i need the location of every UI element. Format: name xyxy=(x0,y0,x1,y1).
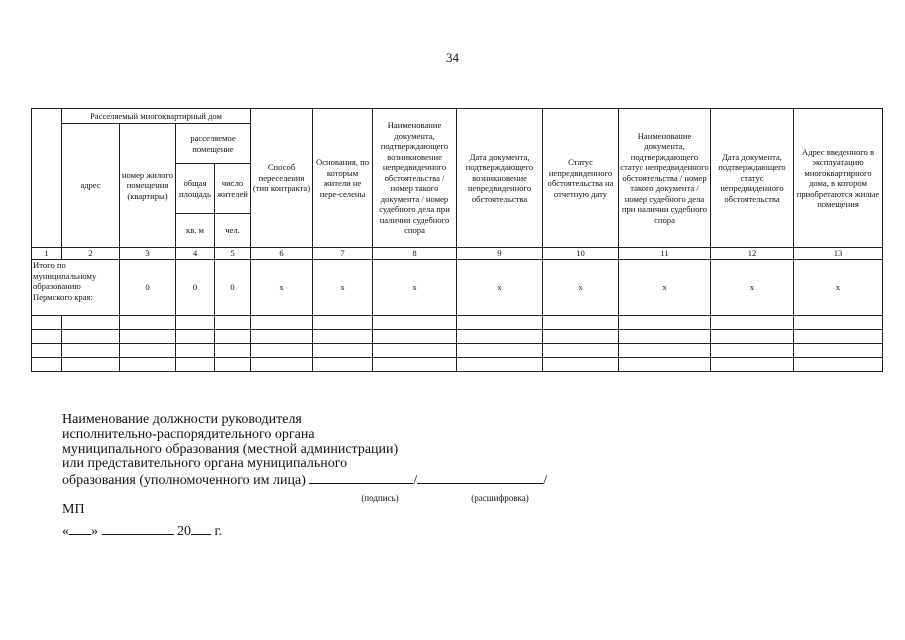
total-cell: x xyxy=(543,260,619,316)
seal-mark: МП xyxy=(62,502,85,517)
total-cell: x xyxy=(251,260,313,316)
header-resettled-premises: расселяемое помещение xyxy=(176,124,251,164)
signature-caption: (подпись) xyxy=(361,493,399,503)
position-title-line: или представительного органа муниципального xyxy=(62,456,348,472)
position-title-line: Наименование должности руководителя xyxy=(62,412,302,427)
header-residents-count: число жителей xyxy=(215,164,251,214)
column-number: 4 xyxy=(176,248,215,260)
total-cell: x xyxy=(313,260,373,316)
transcript-blank[interactable] xyxy=(417,472,543,484)
resettlement-table xyxy=(31,108,883,372)
position-title-text: образования (уполномоченного им лица) xyxy=(62,473,306,489)
date-close-quote: » xyxy=(91,524,98,539)
total-cell: 0 xyxy=(176,260,215,316)
position-title-last-line xyxy=(62,472,622,489)
column-number: 3 xyxy=(120,248,176,260)
total-cell: x xyxy=(457,260,543,316)
column-number: 11 xyxy=(619,248,711,260)
total-cell: 0 xyxy=(120,260,176,316)
empty-row xyxy=(32,316,883,330)
page-number: 34 xyxy=(446,50,459,65)
day-blank[interactable] xyxy=(69,523,91,535)
total-cell: x xyxy=(711,260,794,316)
header-address: адрес xyxy=(62,124,120,248)
empty-row xyxy=(32,344,883,358)
header-new-building-address: Адрес введенного в эксплуатацию многоквартирного дома, в котором приобретаются жилые помещения xyxy=(794,109,883,248)
signature-blank[interactable] xyxy=(309,472,413,484)
column-number: 7 xyxy=(313,248,373,260)
separator-slash: / xyxy=(543,473,548,489)
total-cell: x xyxy=(794,260,883,316)
column-number: 5 xyxy=(215,248,251,260)
header-unit-people: чел. xyxy=(215,214,251,248)
empty-row xyxy=(32,358,883,372)
header-document-date: Дата документа, подтверждающего возникновение непредвиденного обстоятельства xyxy=(457,109,543,248)
month-blank[interactable] xyxy=(102,523,174,535)
date-line xyxy=(62,523,222,540)
transcript-caption: (расшифровка) xyxy=(471,493,529,503)
total-cell: x xyxy=(373,260,457,316)
header-apartment-number: номер жилого помещения (квартиры) xyxy=(120,124,176,248)
column-number: 8 xyxy=(373,248,457,260)
column-number-row xyxy=(32,248,883,260)
header-total-area: общая площадь xyxy=(176,164,215,214)
signature-block xyxy=(62,413,622,489)
column-number: 6 xyxy=(251,248,313,260)
column-number: 10 xyxy=(543,248,619,260)
total-row xyxy=(32,260,883,316)
year-blank[interactable] xyxy=(191,523,211,535)
year-prefix: 20 xyxy=(177,524,191,539)
header-resettlement-method: Способ переселения (тип контракта) xyxy=(251,109,313,248)
header-unit-area: кв. м xyxy=(176,214,215,248)
header-status-document-name: Наименование документа, подтверждающего статус непредвиденного обстоятельства / номер такого документа / номер судебного дела при наличии судебного спора xyxy=(619,109,711,248)
position-title-line: муниципального образования (местной администрации) xyxy=(62,441,399,457)
header-reasons: Основания, по которым жители не пере-селены xyxy=(313,109,373,248)
column-number: 9 xyxy=(457,248,543,260)
column-number: 13 xyxy=(794,248,883,260)
column-number: 2 xyxy=(62,248,120,260)
total-cell: x xyxy=(619,260,711,316)
total-cell: 0 xyxy=(215,260,251,316)
position-title-line: исполнительно-распорядительного органа xyxy=(62,426,315,442)
year-suffix: г. xyxy=(214,524,223,539)
column-number: 1 xyxy=(32,248,62,260)
date-open-quote: « xyxy=(62,524,69,539)
header-status: Статус непредвиденного обстоятельства на отчетную дату xyxy=(543,109,619,248)
separator-slash: / xyxy=(413,473,418,489)
header-status-document-date: Дата документа, подтверждающего статус непредвиденного обстоятельства xyxy=(711,109,794,248)
header-resettled-building: Расселяемый многоквартирный дом xyxy=(62,109,251,124)
total-row-label: Итого по муниципальному образованию Пермского края: xyxy=(32,260,120,316)
column-number: 12 xyxy=(711,248,794,260)
header-blank-cell xyxy=(32,109,62,248)
header-document-name: Наименование документа, подтверждающего возникновение непредвиденного обстоятельства / номер такого документа / номер судебного дела при наличии судебного спора xyxy=(373,109,457,248)
empty-row xyxy=(32,330,883,344)
